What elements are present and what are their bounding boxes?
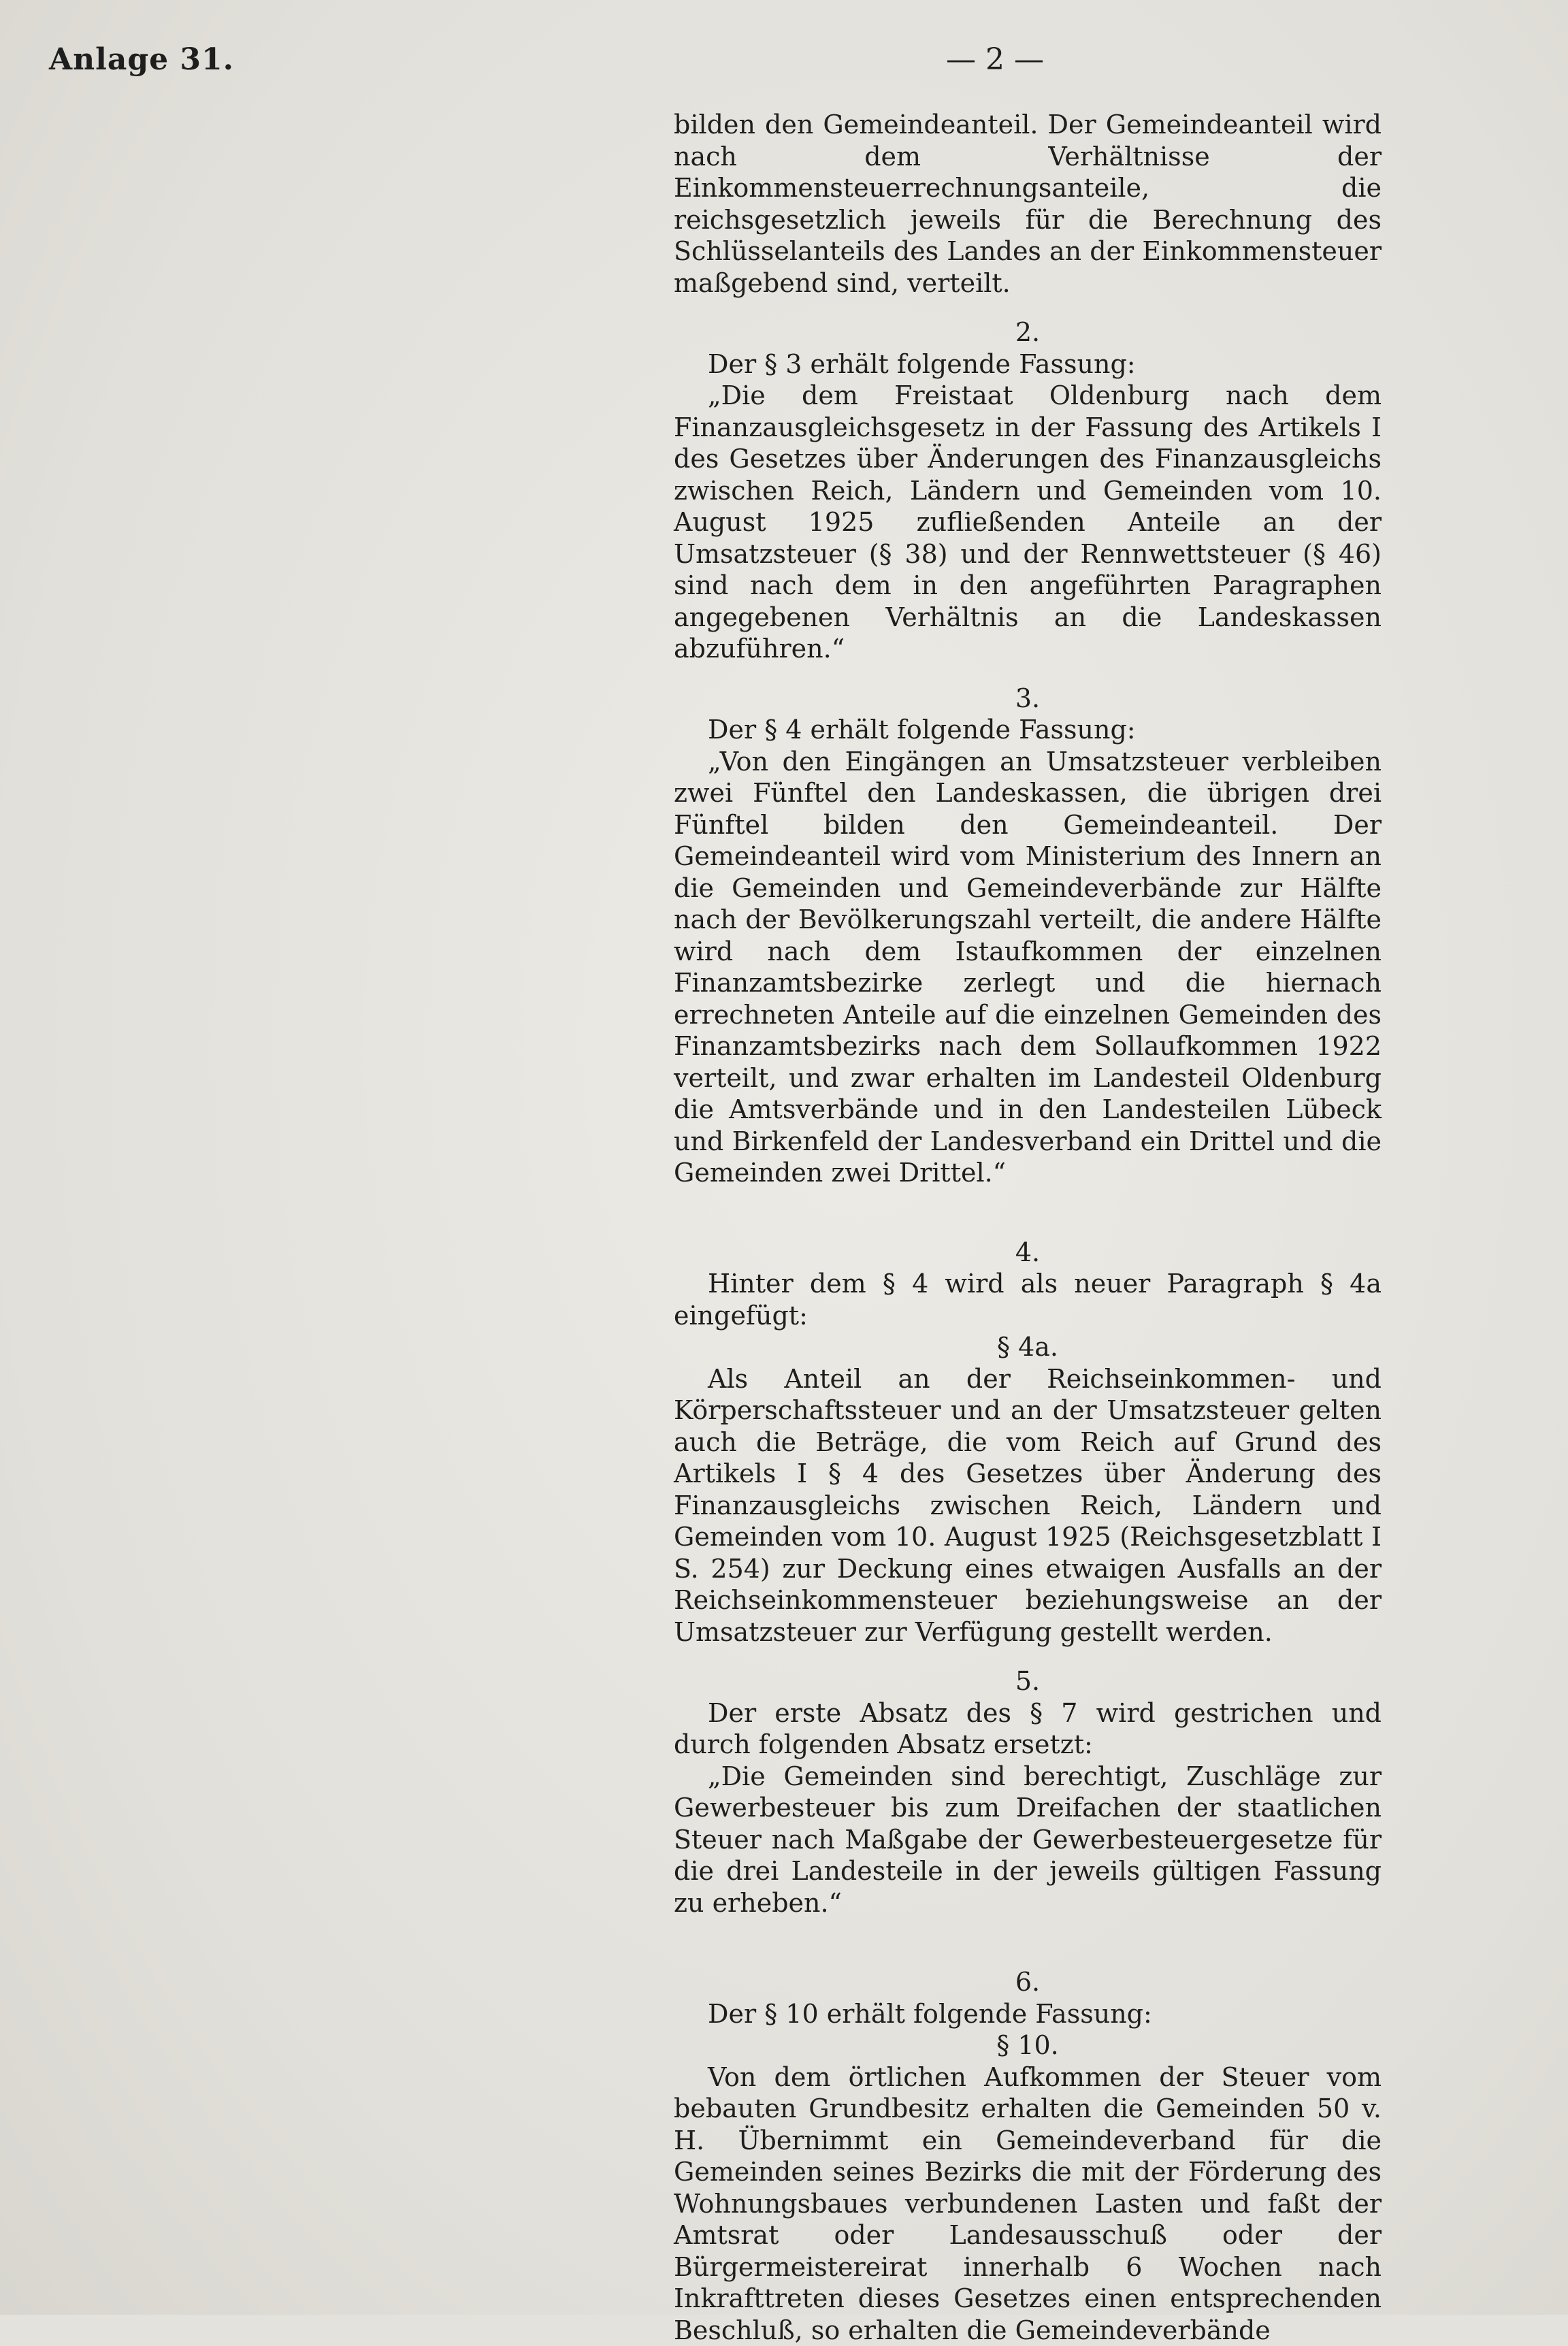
- section-number-5: 5.: [674, 1665, 1382, 1697]
- page-number: — 2 —: [946, 42, 1044, 77]
- paragraph-1-continuation: bilden den Gemeindeanteil. Der Gemeindeanteil wird nach dem Verhältnisse der Einkommensteuerrechnungsanteile, die reichsgesetzlich jeweils für die Berechnung des Schlüsselanteils des Landes an der Einkommensteuer maßgebend sind, verteilt.: [674, 109, 1382, 299]
- paragraph-5-quote: „Die Gemeinden sind berechtigt, Zuschläge zur Gewerbesteuer bis zum Dreifachen der staatlichen Steuer nach Maßgabe der Gewerbesteuergesetze für die drei Landesteile in der jeweils gültigen Fassung zu erheben.“: [674, 1761, 1382, 1919]
- paragraph-10-body: Von dem örtlichen Aufkommen der Steuer vom bebauten Grundbesitz erhalten die Gemeinden 50 v. H. Übernimmt ein Gemeindeverband für die Gemeinden seines Bezirks die mit der Förderung des Wohnungsbaues verbundenen Lasten und faßt der Amtsrat oder Landesausschuß oder der Bürgermeistereirat innerhalb 6 Wochen nach Inkrafttreten dieses Gesetzes einen entsprechenden Beschluß, so erhalten die Gemeindeverbände: [674, 2062, 1382, 2346]
- paragraph-3-quote: „Von den Eingängen an Umsatzsteuer verbleiben zwei Fünftel den Landeskassen, die übrigen drei Fünftel bilden den Gemeindeanteil. Der Gemeindeanteil wird vom Ministerium des Innern an die Gemeinden und Gemeindeverbände zur Hälfte nach der Bevölkerungszahl verteilt, die andere Hälfte wird nach dem Istaufkommen der einzelnen Finanzamtsbezirke zerlegt und die hiernach errechneten Anteile auf die einzelnen Gemeinden des Finanzamtsbezirks nach dem Sollaufkommen 1922 verteilt, und zwar erhalten im Landesteil Oldenburg die Amtsverbände und in den Landesteilen Lübeck und Birkenfeld der Landesverband ein Drittel und die Gemeinden zwei Drittel.“: [674, 746, 1382, 1189]
- section-number-6: 6.: [674, 1966, 1382, 1998]
- paragraph-4a-body: Als Anteil an der Reichseinkommen- und Körperschaftssteuer und an der Umsatzsteuer gelten auch die Beträge, die vom Reich auf Grund des Artikels I § 4 des Gesetzes über Änderung des Finanzausgleichs zwischen Reich, Ländern und Gemeinden vom 10. August 1925 (Reichsgesetzblatt I S. 254) zur Deckung eines etwaigen Ausfalls an der Reichseinkommensteuer beziehungsweise an der Umsatzsteuer zur Verfügung gestellt werden.: [674, 1363, 1382, 1648]
- paragraph-4a-title: § 4a.: [674, 1331, 1382, 1363]
- text-column: [674, 109, 1382, 2346]
- paragraph-6-intro: Der § 10 erhält folgende Fassung:: [674, 1998, 1382, 2030]
- paragraph-3-intro: Der § 4 erhält folgende Fassung:: [674, 714, 1382, 746]
- paragraph-4-intro: Hinter dem § 4 wird als neuer Paragraph § 4a eingefügt:: [674, 1268, 1382, 1331]
- paragraph-5-intro: Der erste Absatz des § 7 wird gestrichen und durch folgenden Absatz ersetzt:: [674, 1697, 1382, 1761]
- paragraph-2-intro: Der § 3 erhält folgende Fassung:: [674, 348, 1382, 380]
- section-number-2: 2.: [674, 316, 1382, 348]
- paragraph-10-title: § 10.: [674, 2030, 1382, 2062]
- section-number-4: 4.: [674, 1237, 1382, 1269]
- paragraph-2-quote: „Die dem Freistaat Oldenburg nach dem Finanzausgleichsgesetz in der Fassung des Artikels I des Gesetzes über Änderungen des Finanzausgleichs zwischen Reich, Ländern und Gemeinden vom 10. August 1925 zufließenden Anteile an der Umsatzsteuer (§ 38) und der Rennwettsteuer (§ 46) sind nach dem in den angeführten Paragraphen angegebenen Verhältnis an die Landeskassen abzuführen.“: [674, 380, 1382, 665]
- running-head: Anlage 31.: [49, 42, 234, 77]
- section-number-3: 3.: [674, 683, 1382, 715]
